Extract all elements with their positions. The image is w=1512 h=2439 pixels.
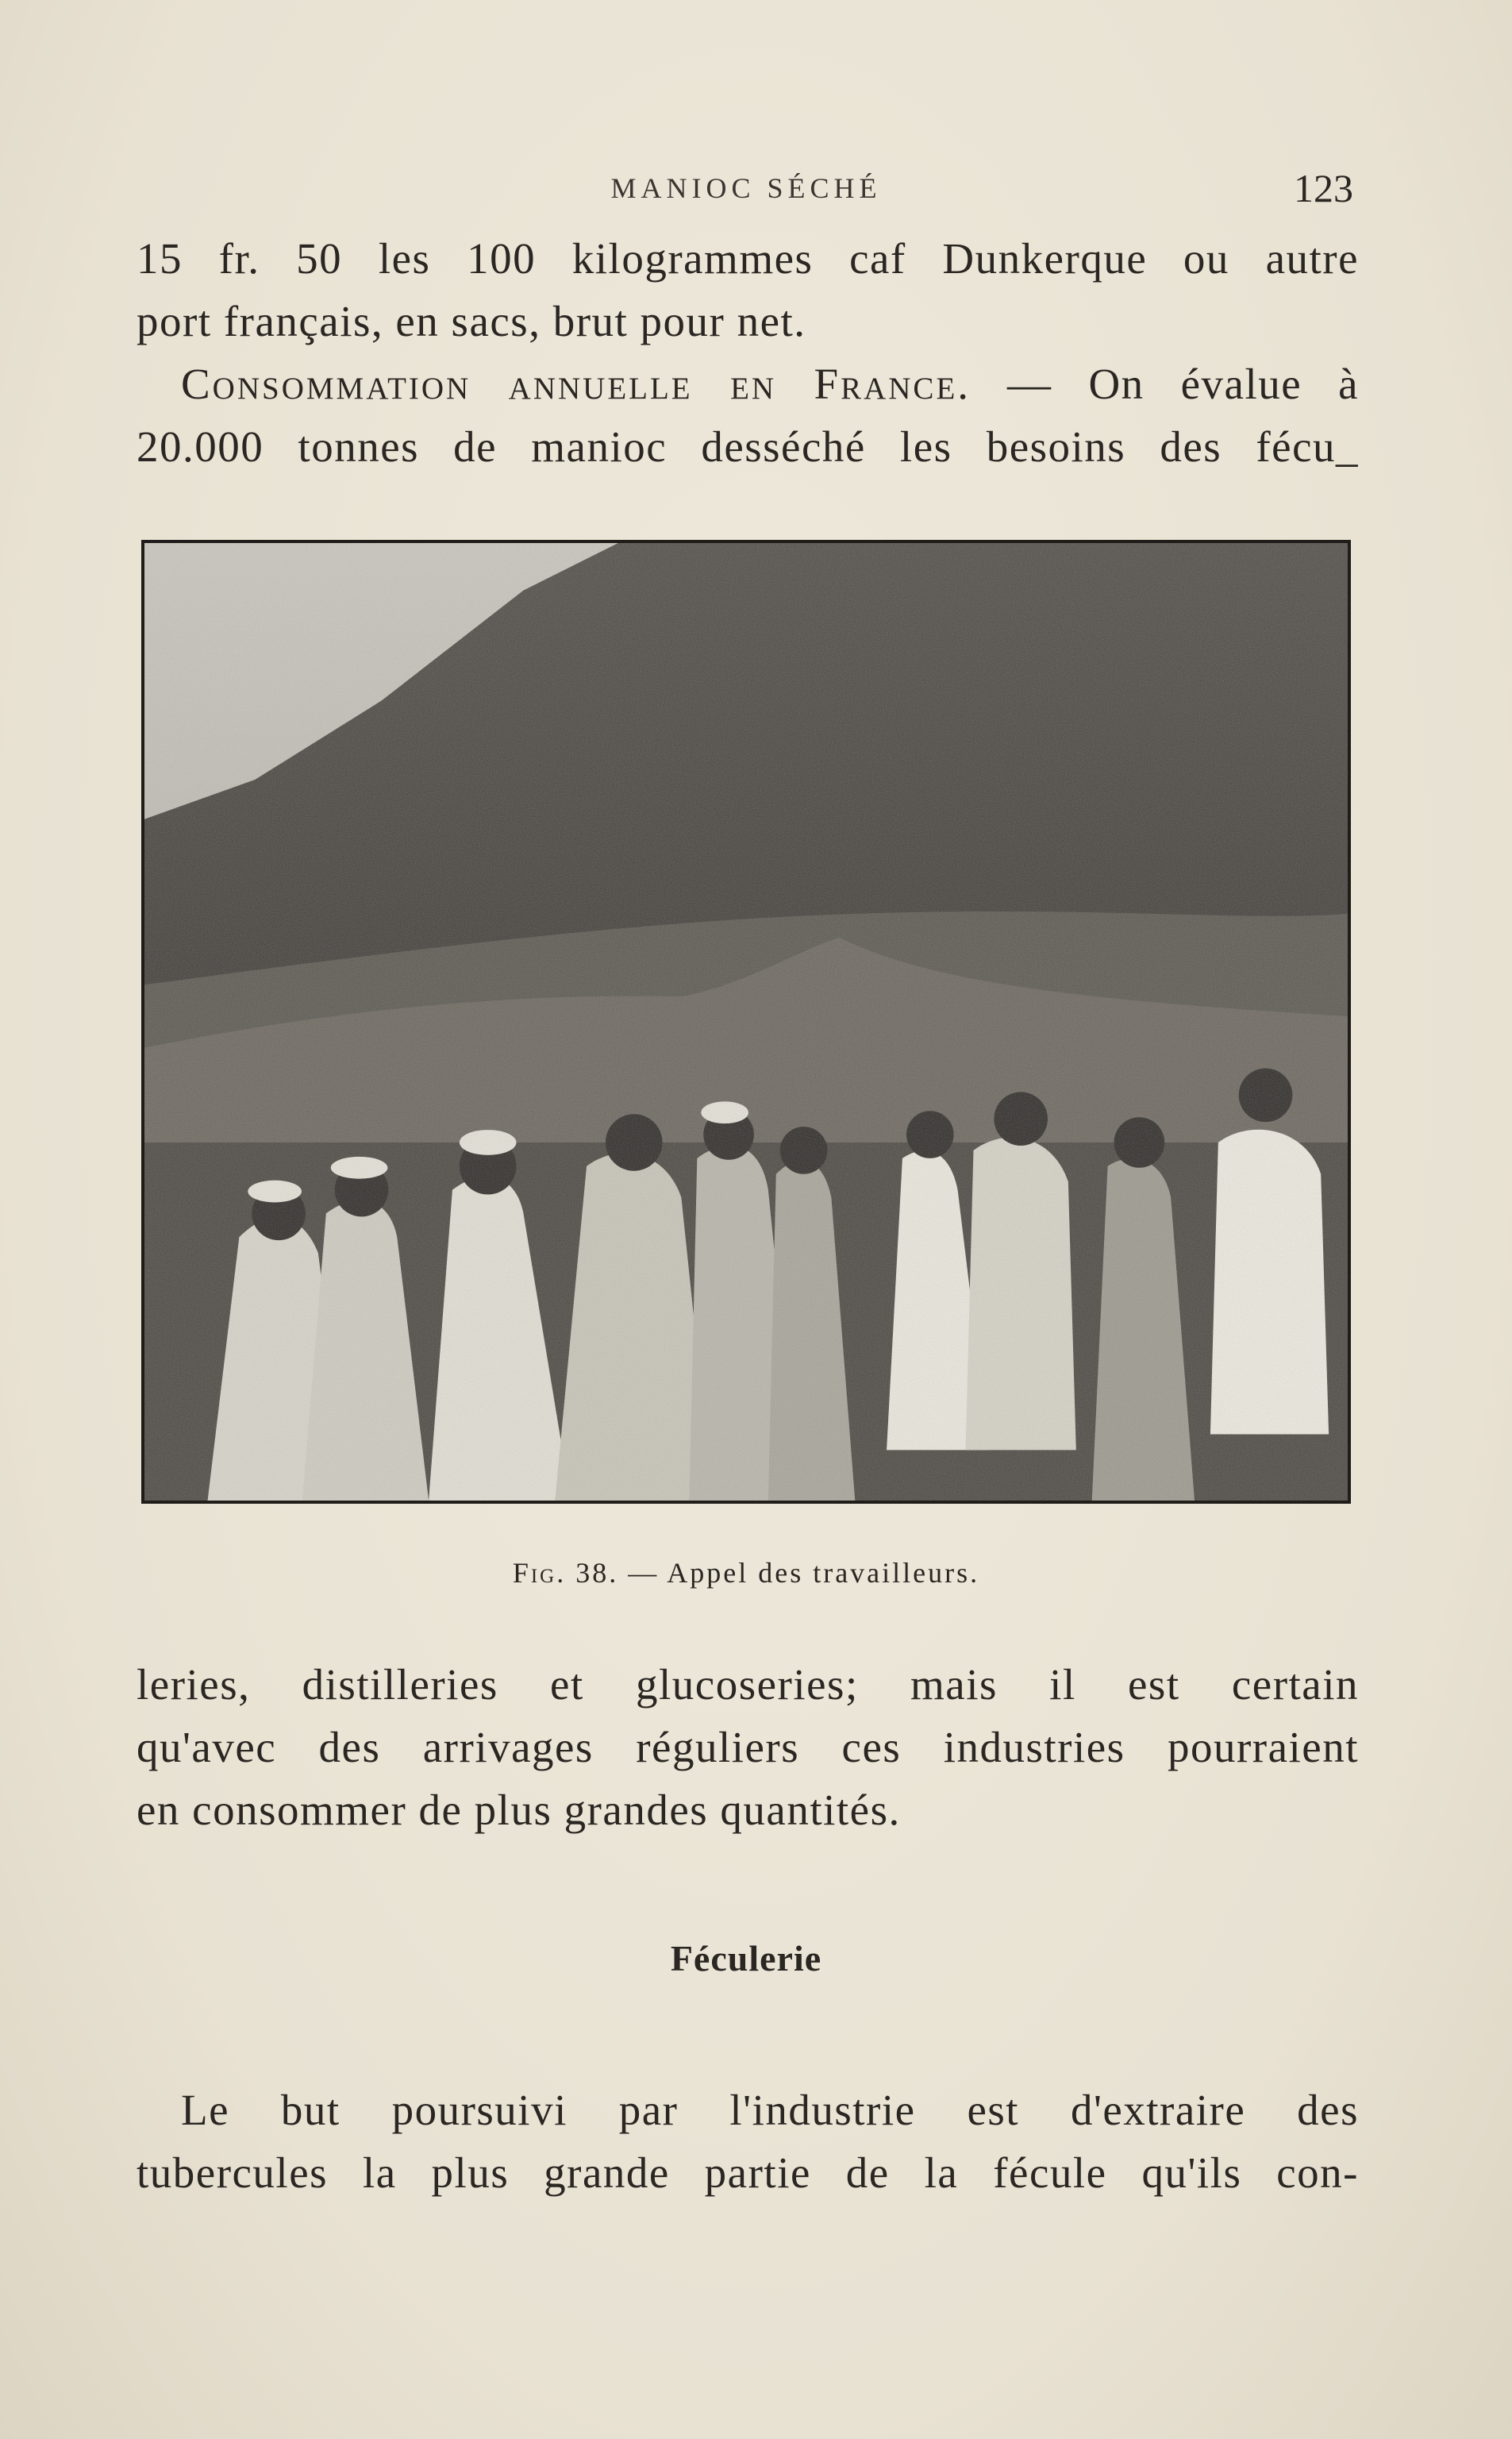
- running-head-title: MANIOC SÉCHÉ: [610, 172, 882, 204]
- page-number: 123: [1294, 166, 1353, 210]
- text-line: tubercules la plus grande partie de la fécule qu'ils con-: [137, 2148, 1359, 2197]
- text-line: [137, 2079, 1359, 2141]
- text-line-content: Le but poursuivi par l'industrie est d'extraire des: [181, 2086, 1359, 2134]
- text-line: 20.000 tonnes de manioc desséché les besoins des fécu_: [137, 422, 1359, 471]
- paragraph-feculerie: [137, 2079, 1359, 2204]
- figure-number: Fig. 38.: [512, 1557, 619, 1589]
- text-line: en consommer de plus grandes quantités.: [137, 1786, 901, 1834]
- running-head: [0, 165, 1512, 213]
- consumption-heading: Consommation annuelle en France.: [181, 360, 971, 408]
- paragraph-price: [137, 227, 1359, 353]
- text-line: 15 fr. 50 les 100 kilogrammes caf Dunkerque ou autre: [137, 234, 1359, 283]
- figure-photograph: [141, 540, 1351, 1504]
- text-line: port français, en sacs, brut pour net.: [137, 297, 806, 345]
- photograph-workers-image: [144, 543, 1348, 1501]
- figure-caption-text: — Appel des travailleurs.: [628, 1557, 980, 1589]
- paragraph-industries: [137, 1653, 1359, 1841]
- section-title: Féculerie: [670, 1938, 822, 1979]
- figure-caption: [0, 1556, 1492, 1589]
- text-line: qu'avec des arrivages réguliers ces industries pourraient: [137, 1723, 1359, 1771]
- paragraph-consumption: [137, 353, 1359, 478]
- consumption-intro: — On évalue à: [1007, 360, 1360, 408]
- text-line: [137, 353, 1359, 415]
- text-line: leries, distilleries et glucoseries; mais il est certain: [137, 1660, 1359, 1709]
